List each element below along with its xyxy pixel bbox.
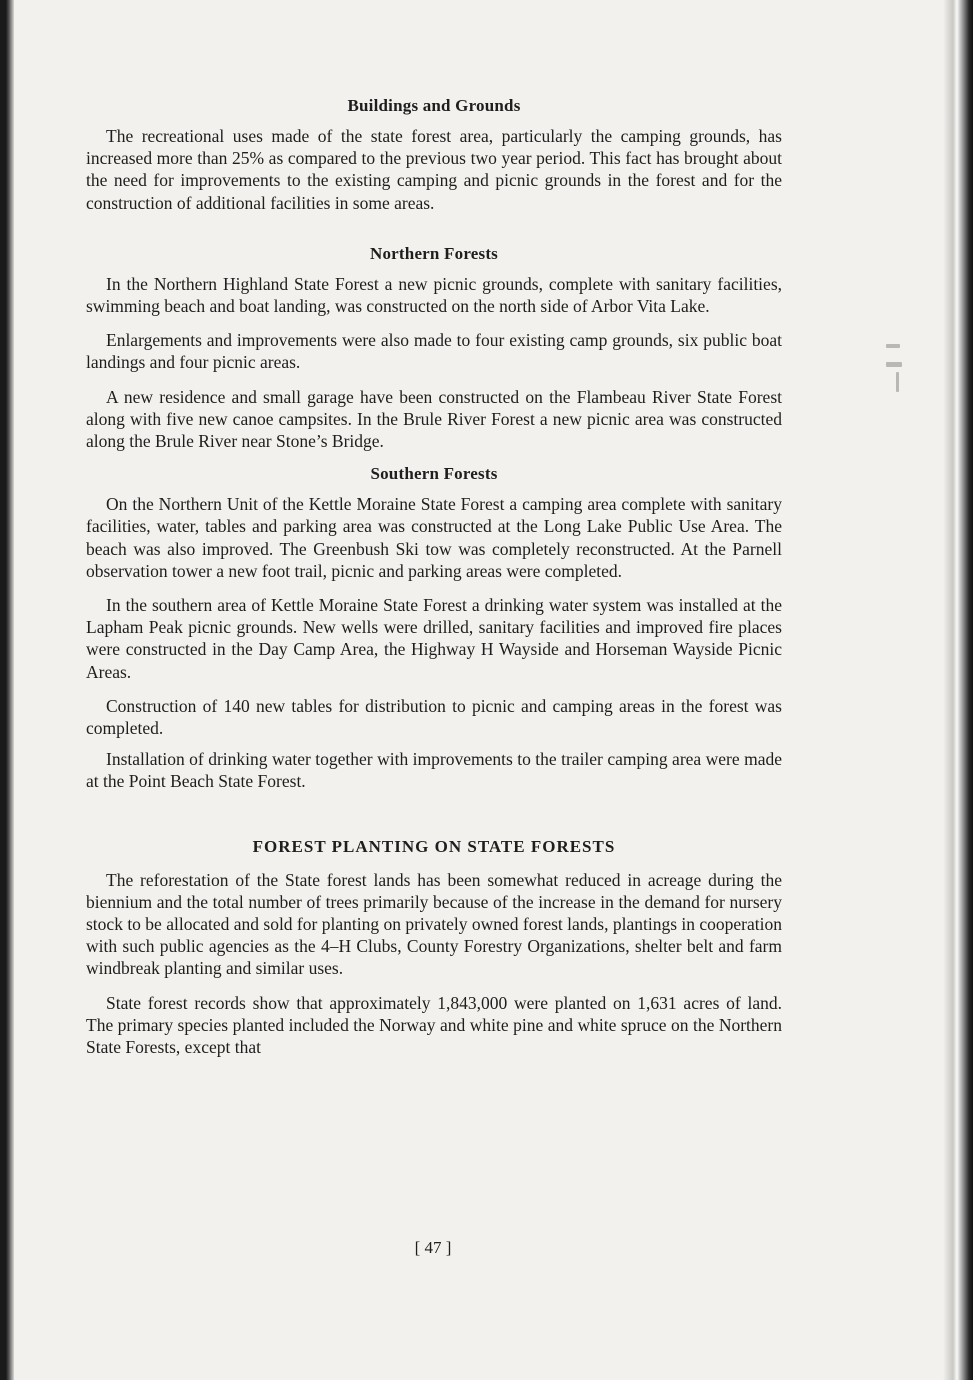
section-heading-northern-forests: Northern Forests	[370, 243, 498, 263]
paragraph: A new residence and small garage have been constructed on the Flambeau River State Forest along with five new canoe campsites. In the Brule River Forest a new picnic area was constructed along the Brule River near Stone’s Bridge.	[86, 386, 782, 452]
paragraph: Enlargements and improvements were also made to four existing camp grounds, six public boat landings and four picnic areas.	[86, 330, 782, 373]
page-content	[86, 96, 782, 1058]
paragraph: In the Northern Highland State Forest a new picnic grounds, complete with sanitary facilities, swimming beach and boat landing, was constructed on the north side of Arbor Vita Lake.	[86, 273, 782, 317]
paragraph: In the southern area of Kettle Moraine State Forest a drinking water system was installed at the Lapham Peak picnic grounds. New wells were drilled, sanitary facilities and improved fire places were constructed in the Day Camp Area, the Highway H Wayside and Horseman Wayside Picnic Areas.	[86, 595, 782, 682]
page-edge-shadow	[943, 0, 973, 1380]
print-smudge	[896, 372, 899, 392]
print-smudge	[886, 344, 900, 348]
paragraph: On the Northern Unit of the Kettle Moraine State Forest a camping area complete with sanitary facilities, water, tables and parking area was constructed at the Long Lake Public Use Area. The beach was also improved. The Greenbush Ski tow was completely reconstructed. At the Parnell observation tower a new foot trail, picnic and parking areas were completed.	[86, 494, 782, 581]
book-binding-shadow	[0, 0, 14, 1380]
paragraph: Installation of drinking water together with improvements to the trailer camping area were made at the Point Beach State Forest.	[86, 749, 782, 792]
page-number: [ 47 ]	[414, 1238, 452, 1257]
section-heading-buildings: Buildings and Grounds	[347, 96, 521, 115]
paragraph: The reforestation of the State forest lands has been somewhat reduced in acreage during the biennium and the total number of trees primarily because of the increase in the demand for nursery stock to be allocated and sold for planting on privately owned forest lands, plantings in cooperation with such public agencies as the 4–H Clubs, County Forestry Organizations, shelter belt and farm windbreak planting and similar uses.	[86, 869, 782, 979]
print-smudge	[886, 362, 902, 367]
paragraph: The recreational uses made of the state forest area, particularly the camping grounds, has increased more than 25% as compared to the previous two year period. This fact has brought about the need for improvements to the existing camping and picnic grounds in the forest and for the construction of additional facilities in some areas.	[86, 126, 782, 213]
section-heading-forest-planting: FOREST PLANTING ON STATE FORESTS	[252, 836, 616, 856]
paragraph: Construction of 140 new tables for distribution to picnic and camping areas in the forest was completed.	[86, 695, 782, 739]
paragraph: State forest records show that approximately 1,843,000 were planted on 1,631 acres of land. The primary species planted included the Norway and white pine and white spruce on the Northern State Forests, except that	[86, 992, 782, 1058]
section-heading-southern-forests: Southern Forests	[370, 464, 498, 484]
